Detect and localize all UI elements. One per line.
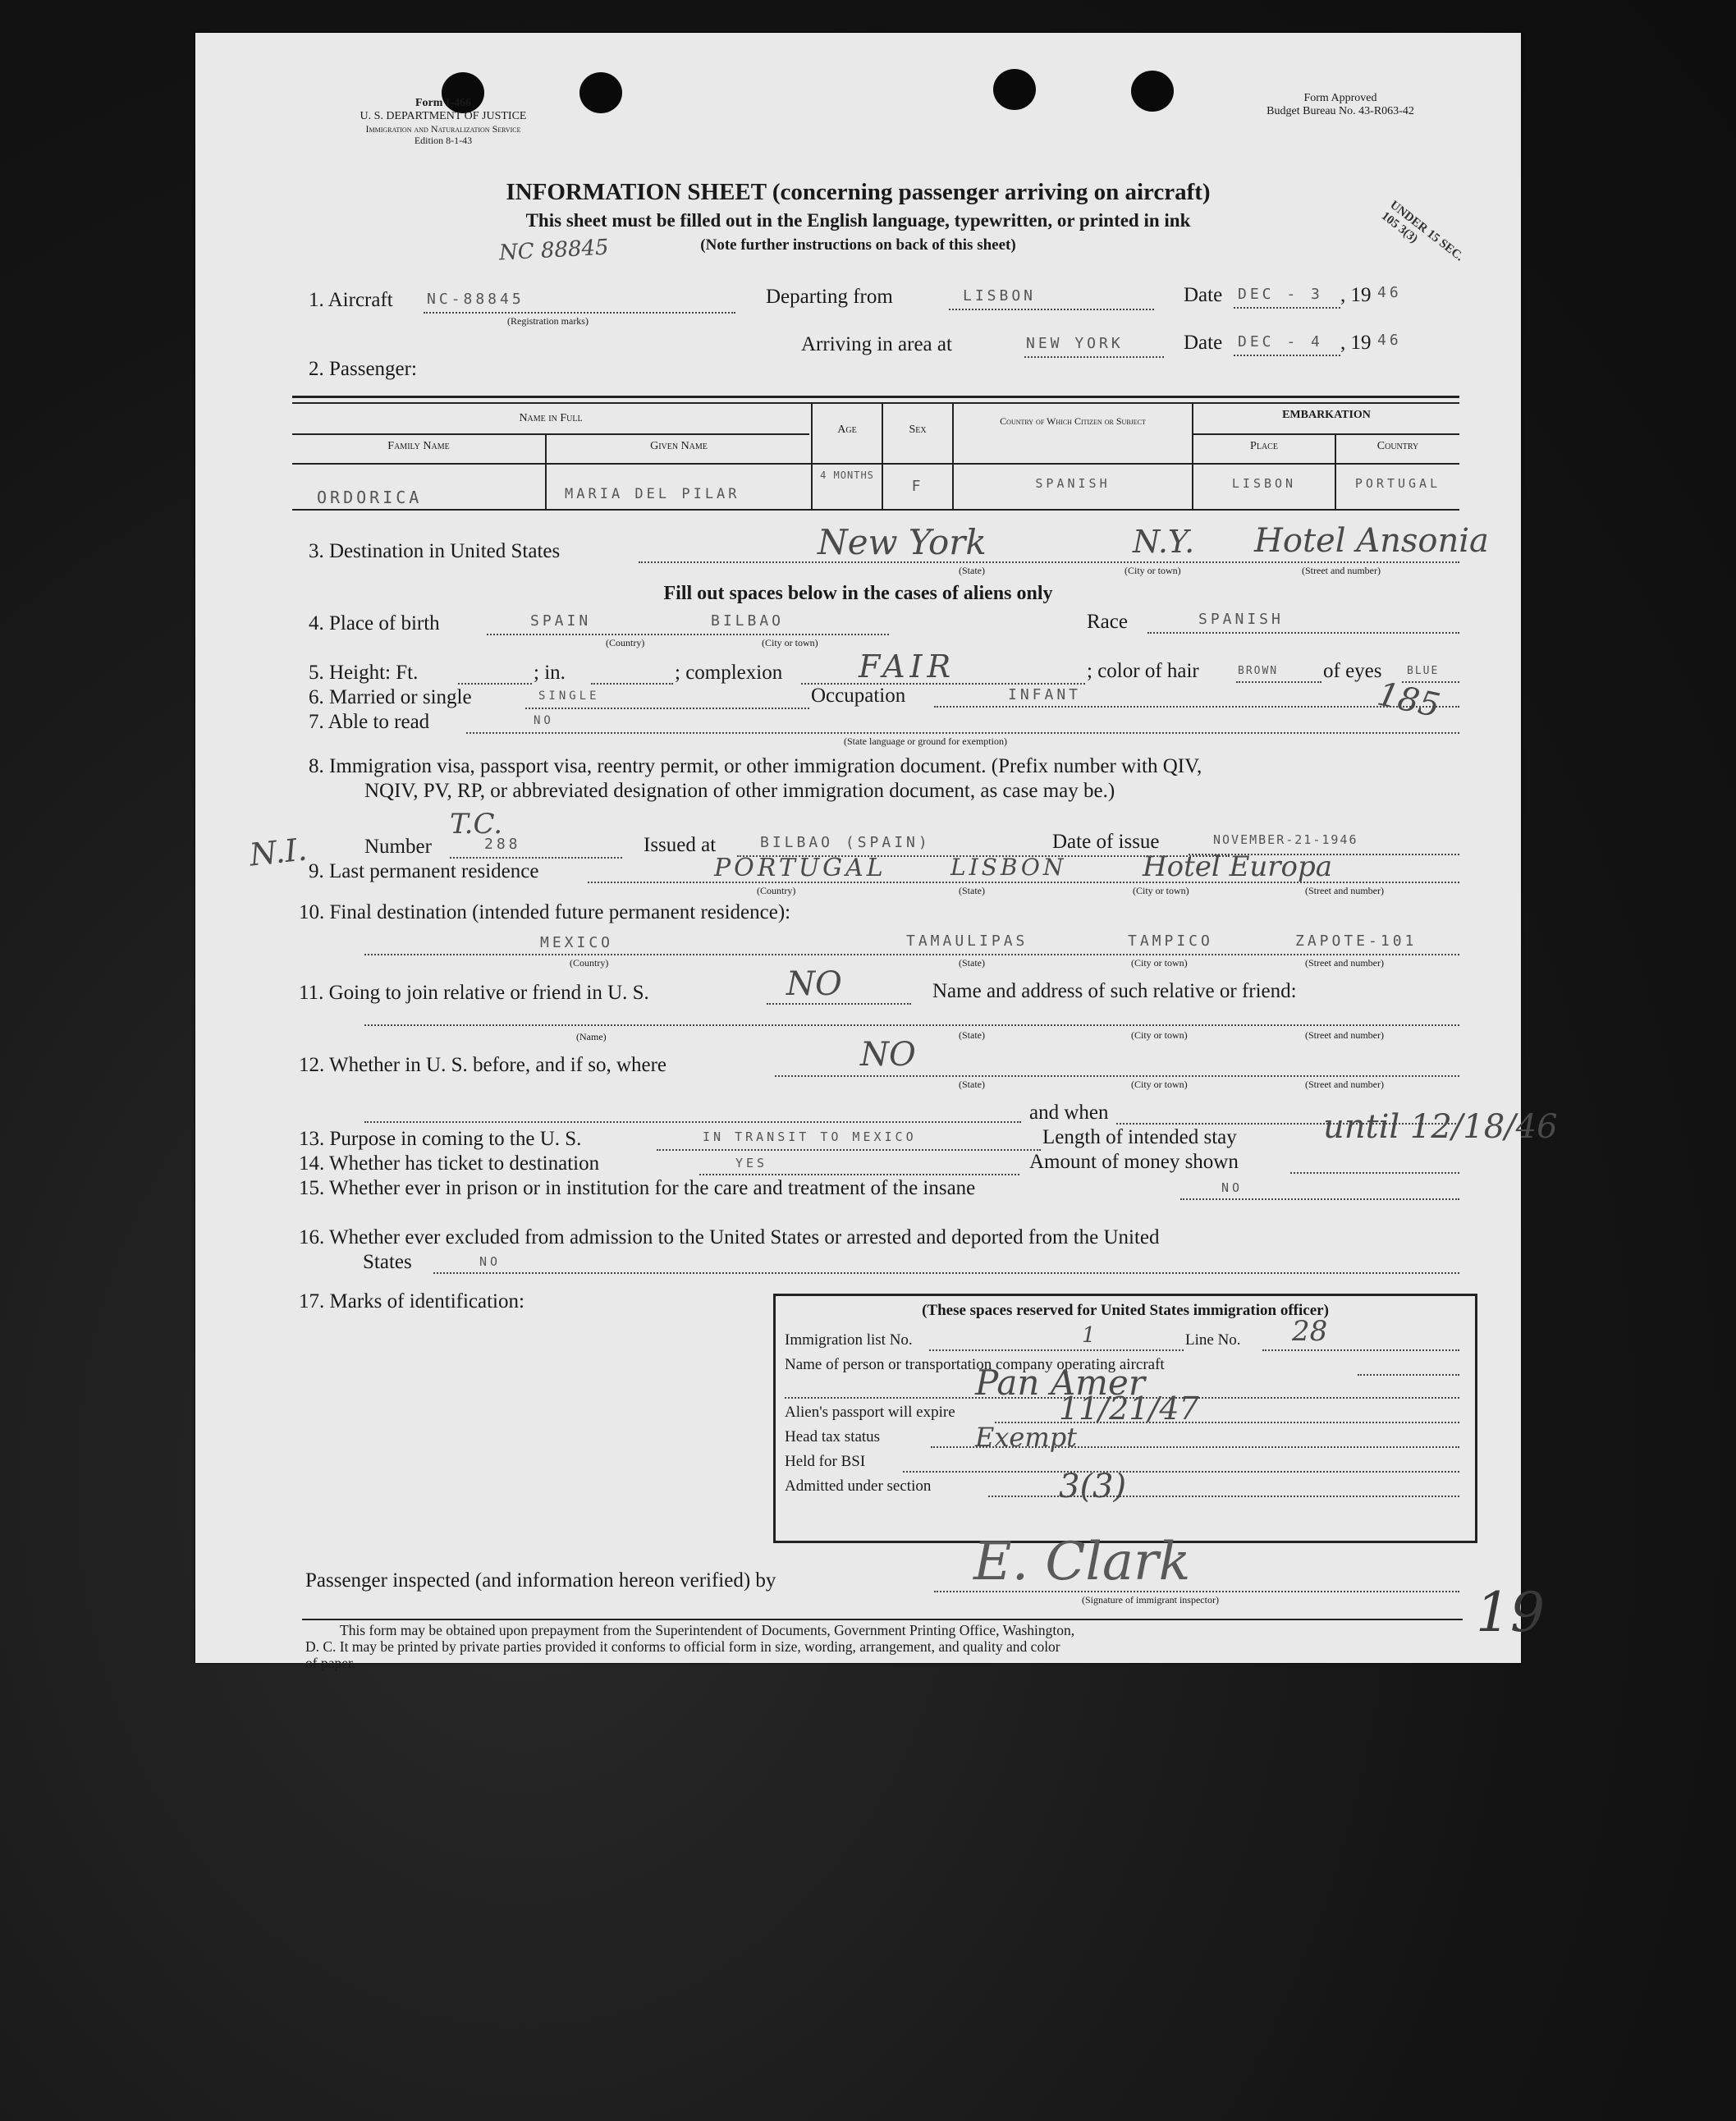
race-value: SPANISH [1198,611,1284,628]
dotted-line [591,683,673,685]
dotted-line [639,561,1459,563]
dotted-line [450,857,622,859]
departing-value: LISBON [963,287,1037,305]
cap-city: (City or town) [1131,957,1188,969]
dotted-line [1290,1172,1459,1174]
purpose-value: IN TRANSIT TO MEXICO [703,1129,917,1144]
cap-street: (Street and number) [1302,565,1381,576]
service: Immigration and Naturalization Service [365,123,521,135]
name-sub-rule [292,433,809,435]
arriving-value: NEW YORK [1026,335,1124,352]
destination-street: Hotel Ansonia [1254,522,1489,560]
expire-value: 11/21/47 [1059,1390,1199,1427]
read-label: 7. Able to read [309,711,430,733]
signature-caption: (Signature of immigrant inspector) [1082,1594,1219,1606]
handwritten-reference: NC 88845 [498,235,610,266]
issue-date-value: NOVEMBER-21-1946 [1213,832,1358,847]
issued-label: Issued at [644,834,717,856]
marks-label: 17. Marks of identification: [299,1290,524,1312]
form-approved: Form Approved [1303,92,1377,104]
list-label: Immigration list No. [785,1331,913,1349]
prison-label: 15. Whether ever in prison or in institution for the care and treatment of the insane [299,1177,976,1199]
eyes-label: of eyes [1323,660,1382,682]
country-citizen-header: Country of Which Citizen or Subject [1000,415,1146,427]
depart-year-value: 46 [1377,284,1402,301]
table-top-rule [292,402,1459,404]
stay-value: until 12/18/46 [1323,1108,1558,1146]
family-name-value: ORDORICA [317,488,423,507]
sex-header: Sex [909,424,927,436]
edition: Edition 8-1-43 [414,135,473,146]
registration-caption: (Registration marks) [507,315,589,327]
dotted-line [1180,1198,1459,1200]
footer-line-2: D. C. It may be printed by private parties provided it conforms to official form in size, wording, arrangement, and quality and color [305,1638,1060,1655]
footer-rule [302,1619,1463,1620]
stamp-under-15: UNDER 15 SEC. 105 3(3) [1378,198,1466,264]
arrive-date-value: DEC - 4 [1238,333,1323,350]
expire-label: Alien's passport will expire [785,1404,955,1421]
cap-country: (Country) [570,957,609,969]
cap-street: (Street and number) [1305,1079,1384,1090]
passenger-label: 2. Passenger: [309,358,417,380]
headtax-label: Head tax status [785,1428,881,1445]
destination-label: 3. Destination in United States [309,540,561,562]
dotted-line [903,1471,1459,1473]
prison-value: NO [1221,1180,1244,1195]
arrive-date-label: Date [1184,332,1223,354]
married-value: SINGLE [538,689,600,703]
operator-label: Name of person or transportation company operating aircraft [785,1356,1165,1373]
dotted-line [466,732,1459,734]
dotted-line [433,1272,1459,1274]
budget-bureau: Budget Bureau No. 43-R063-42 [1267,105,1414,117]
dotted-line [1234,307,1340,309]
dotted-line [487,634,889,635]
dotted-line [364,1024,1459,1026]
punch-hole [1131,71,1174,112]
residence-country: PORTUGAL [714,854,886,882]
embarkation-header: EMBARKATION [1282,409,1371,421]
final-street: ZAPOTE-101 [1295,932,1418,950]
final-country: MEXICO [540,934,614,951]
cap-street: (Street and number) [1305,1029,1384,1041]
issued-value: BILBAO (SPAIN) [760,834,931,851]
visa-label-2: NQIV, PV, RP, or abbreviated designation of other immigration document, as case may be.) [364,780,1115,802]
margin-note-ni: N.I. [247,831,309,873]
cap-country: (Country) [606,637,645,648]
arriving-label: Arriving in area at [801,333,952,355]
dotted-line [364,954,1459,955]
dotted-line [458,683,532,685]
money-label: Amount of money shown [1029,1151,1239,1173]
excluded-value: NO [479,1254,502,1269]
number-label: Number [364,836,432,858]
embark-sub-rule [1192,433,1459,435]
read-value: NO [534,714,554,727]
stay-label: Length of intended stay [1042,1126,1237,1148]
before-value: NO [860,1036,916,1074]
residence-label: 9. Last permanent residence [309,860,539,882]
year-prefix: , 19 [1340,284,1372,306]
arrive-year-prefix: , 19 [1340,332,1372,354]
cap-name: (Name) [576,1031,607,1042]
excluded-label-1: 16. Whether ever excluded from admission to the United States or arrested and deported from the United [299,1226,1160,1248]
margin-number: 185 [1374,675,1444,726]
form-subtitle: This sheet must be filled out in the English language, typewritten, or printed in ink [525,210,1191,231]
form-title: INFORMATION SHEET (concerning passenger arriving on aircraft) [506,179,1211,205]
cap-state: (State) [959,565,985,576]
join-value: NO [786,965,842,1003]
department: U. S. DEPARTMENT OF JUSTICE [360,110,527,122]
citizen-value: SPANISH [1035,476,1111,491]
tc-note: T.C. [450,808,503,841]
birth-country: SPAIN [530,612,592,630]
place-header: Place [1250,440,1278,452]
footer-line-1: This form may be obtained upon prepayment from the Superintendent of Documents, Government Printing Office, Washington, [340,1622,1075,1638]
read-caption: (State language or ground for exemption) [844,735,1007,747]
officer-heading: (These spaces reserved for United States immigration officer) [922,1302,1329,1319]
aircraft-value: NC-88845 [427,291,524,308]
cap-city: (City or town) [762,637,818,648]
dotted-line [364,1121,1021,1123]
section-label: Admitted under section [785,1477,932,1495]
age-value: 4 MONTHS [820,470,874,481]
inspector-signature: E. Clark [973,1532,1191,1592]
departing-label: Departing from [766,286,893,308]
destination-city: N.Y. [1133,524,1195,560]
race-label: Race [1087,611,1128,633]
country-header: Country [1376,440,1419,452]
line-label: Line No. [1185,1331,1241,1349]
aircraft-label: 1. Aircraft [309,289,393,311]
dotted-line [699,1174,1019,1175]
form-number: Form I-466 [415,97,472,109]
destination-state: New York [818,522,987,562]
name-in-full-header: Name in Full [519,412,583,424]
final-state: TAMAULIPAS [906,932,1028,950]
issue-date-label: Date of issue [1052,831,1160,853]
before-label: 12. Whether in U. S. before, and if so, where [299,1054,667,1076]
occupation-value: INFANT [1008,686,1082,703]
cap-country: (Country) [757,885,796,896]
cap-city: (City or town) [1131,1029,1188,1041]
depart-date-value: DEC - 3 [1238,286,1323,303]
dotted-line [949,309,1154,310]
dotted-line [657,1149,1041,1151]
punch-hole [993,69,1036,110]
hair-value: BROWN [1238,665,1279,677]
final-label: 10. Final destination (intended future permanent residence): [299,901,791,923]
join-label: 11. Going to join relative or friend in U. S. [299,982,649,1004]
dotted-line [1147,632,1459,634]
dotted-line [1236,681,1321,683]
residence-street: Hotel Europa [1143,850,1333,883]
place-value: LISBON [1231,476,1297,491]
operator-value: Pan Amer [975,1363,1145,1403]
hair-label: ; color of hair [1087,660,1199,682]
page-number: 19 [1476,1581,1545,1644]
footer-line-3: of paper. [305,1655,356,1671]
dotted-line [1234,355,1340,356]
dotted-line [934,706,1459,708]
headtax-value: Exempt [975,1422,1078,1453]
arrive-year-value: 46 [1377,332,1402,349]
dotted-line [929,1349,1184,1351]
residence-state: LISBON [950,854,1067,881]
bsi-label: Held for BSI [785,1453,866,1470]
dotted-line [1358,1374,1459,1376]
cap-city: (City or town) [1131,1079,1188,1090]
header-bottom-rule [292,463,1459,465]
date-label: Date [1184,284,1223,306]
birth-city: BILBAO [711,612,785,630]
table-top-rule [292,396,1459,398]
line-value: 28 [1292,1315,1328,1348]
cap-street: (Street and number) [1305,957,1384,969]
section-value: 3(3) [1059,1468,1127,1505]
final-city: TAMPICO [1128,932,1213,950]
country-value: PORTUGAL [1354,476,1441,491]
height-label: 5. Height: Ft. [309,662,419,684]
given-name-value: MARIA DEL PILAR [565,486,740,502]
dotted-line [1024,356,1164,358]
purpose-label: 13. Purpose in coming to the U. S. [299,1128,582,1150]
given-name-header: Given Name [650,440,708,452]
married-label: 6. Married or single [309,686,472,708]
birth-label: 4. Place of birth [309,612,440,634]
cap-city: (City or town) [1133,885,1189,896]
aliens-heading: Fill out spaces below in the cases of aliens only [663,583,1053,604]
table-bottom-rule [292,509,1459,511]
ticket-value: YES [735,1156,768,1170]
cap-street: (Street and number) [1305,885,1384,896]
dotted-line [525,708,809,709]
excluded-label-2: States [363,1251,412,1273]
and-when-label: and when [1029,1102,1109,1124]
complexion-label: ; complexion [675,662,783,684]
family-name-header: Family Name [387,440,450,452]
relative-name-label: Name and address of such relative or friend: [932,980,1297,1002]
cap-state: (State) [959,957,985,969]
cap-state: (State) [959,885,985,896]
dotted-line [424,312,735,314]
dotted-line [775,1075,1459,1077]
cap-city: (City or town) [1125,565,1181,576]
form-sheet [195,33,1558,1671]
complexion-value: FAIR [859,648,956,685]
in-label: ; in. [534,662,566,684]
ticket-label: 14. Whether has ticket to destination [299,1152,600,1175]
form-note: (Note further instructions on back of this sheet) [700,236,1016,254]
sex-value: F [911,478,924,495]
cap-state: (State) [959,1079,985,1090]
age-header: Age [837,424,857,436]
number-value: 288 [484,836,521,853]
dotted-line [1262,1349,1459,1351]
list-value: 1 [1082,1323,1096,1348]
occupation-label: Occupation [811,685,906,707]
cap-state: (State) [959,1029,985,1041]
inspected-label: Passenger inspected (and information hereon verified) by [305,1569,776,1592]
visa-label-1: 8. Immigration visa, passport visa, reentry permit, or other immigration document. (Prefix number with QIV, [309,755,1202,777]
dotted-line [767,1003,911,1005]
column-rule [811,404,813,509]
eyes-value: BLUE [1407,665,1440,677]
